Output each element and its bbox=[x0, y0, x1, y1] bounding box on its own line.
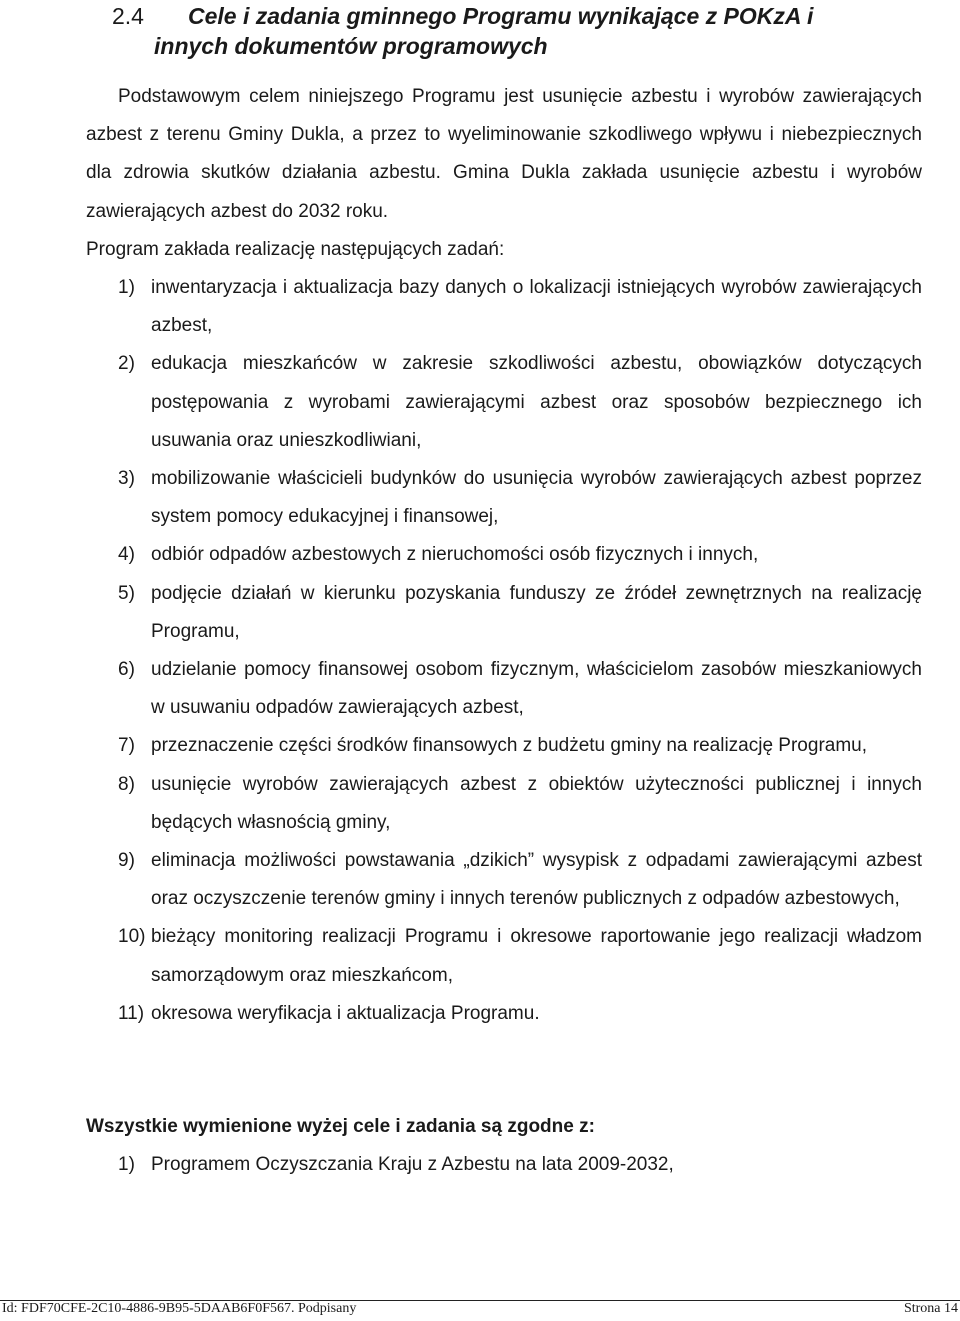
list-item-text: inwentaryzacja i aktualizacja bazy danych o lokalizacji istniejących wyrobów zawierających azbest, bbox=[151, 277, 922, 337]
list-item bbox=[86, 651, 922, 727]
list-item-number: 1) bbox=[118, 1154, 135, 1175]
goals-heading: Wszystkie wymienione wyżej cele i zadania są zgodne z: bbox=[86, 1116, 595, 1137]
tasks-intro: Program zakłada realizację następujących zadań: bbox=[86, 239, 505, 260]
list-item-number: 8) bbox=[118, 773, 135, 795]
list-item-text: odbiór odpadów azbestowych z nieruchomości osób fizycznych i innych, bbox=[151, 544, 759, 566]
intro-paragraph: Podstawowym celem niniejszego Programu jest usunięcie azbestu i wyrobów zawierających azbest z terenu Gminy Dukla, a przez to wyeliminowanie szkodliwego wpływu i niebezpiecznych dla zdrowia skutków działania azbestu. Gmina Dukla zakłada usunięcie azbestu i wyrobów zawierających azbest do 2032 roku. bbox=[86, 86, 922, 222]
list-item-number: 11) bbox=[118, 1002, 145, 1024]
section-title-line-2: innych dokumentów programowych bbox=[154, 33, 548, 59]
document-id: Id: FDF70CFE-2C10-4886-9B95-5DAAB6F0F567. Podpisany bbox=[2, 1301, 357, 1316]
page-footer bbox=[0, 1300, 960, 1320]
list-item bbox=[86, 766, 922, 842]
list-item bbox=[86, 345, 922, 460]
list-item-text: okresowa weryfikacja i aktualizacja Programu. bbox=[151, 1002, 540, 1024]
list-item bbox=[86, 575, 922, 651]
list-item-text: eliminacja możliwości powstawania „dzikich” wysypisk z odpadami zawierającymi azbest oraz oczyszczenie terenów gminy i innych terenów publicznych z odpadów azbestowych, bbox=[151, 850, 922, 910]
list-item bbox=[86, 918, 922, 994]
section-title-line-1: Cele i zadania gminnego Programu wynikające z POKzA i bbox=[188, 3, 814, 29]
list-item bbox=[86, 269, 922, 345]
list-item bbox=[86, 995, 922, 1033]
section-number: 2.4 bbox=[112, 3, 144, 29]
list-item-text: podjęcie działań w kierunku pozyskania funduszy ze źródeł zewnętrznych na realizację Programu, bbox=[151, 582, 922, 642]
list-item-text: usunięcie wyrobów zawierających azbest z obiektów użyteczności publicznej i innych będących własnością gminy, bbox=[151, 773, 922, 833]
goals-list bbox=[86, 1146, 922, 1184]
tasks-list bbox=[86, 269, 922, 1033]
list-item-number: 6) bbox=[118, 659, 135, 681]
list-item-text: mobilizowanie właścicieli budynków do usunięcia wyrobów zawierających azbest poprzez system pomocy edukacyjnej i finansowej, bbox=[151, 468, 922, 528]
list-item bbox=[86, 727, 922, 765]
list-item-text: Programem Oczyszczania Kraju z Azbestu na lata 2009-2032, bbox=[151, 1154, 674, 1175]
list-item bbox=[86, 460, 922, 536]
page-number: Strona 14 bbox=[903, 1301, 958, 1316]
list-item-text: przeznaczenie części środków finansowych z budżetu gminy na realizację Programu, bbox=[151, 735, 868, 757]
list-item bbox=[86, 1146, 922, 1184]
list-item bbox=[86, 842, 922, 918]
list-item-number: 10) bbox=[118, 926, 146, 948]
list-item-text: udzielanie pomocy finansowej osobom fizycznym, właścicielom zasobów mieszkaniowych w usuwaniu odpadów zawierających azbest, bbox=[151, 659, 922, 719]
list-item-number: 2) bbox=[118, 353, 135, 375]
list-item-number: 7) bbox=[118, 735, 135, 757]
list-item bbox=[86, 536, 922, 574]
list-item-number: 1) bbox=[118, 277, 135, 298]
list-item-number: 3) bbox=[118, 468, 135, 490]
list-item-text: edukacja mieszkańców w zakresie szkodliwości azbestu, obowiązków dotyczących postępowania z wyrobami zawierającymi azbest oraz sposobów bezpiecznego ich usuwania oraz unieszkodliwiani, bbox=[151, 353, 922, 451]
list-item-number: 9) bbox=[118, 850, 135, 872]
list-item-number: 4) bbox=[118, 544, 135, 566]
list-item-number: 5) bbox=[118, 582, 135, 604]
list-item-text: bieżący monitoring realizacji Programu i okresowe raportowanie jego realizacji władzom samorządowym oraz mieszkańcom, bbox=[151, 926, 922, 986]
